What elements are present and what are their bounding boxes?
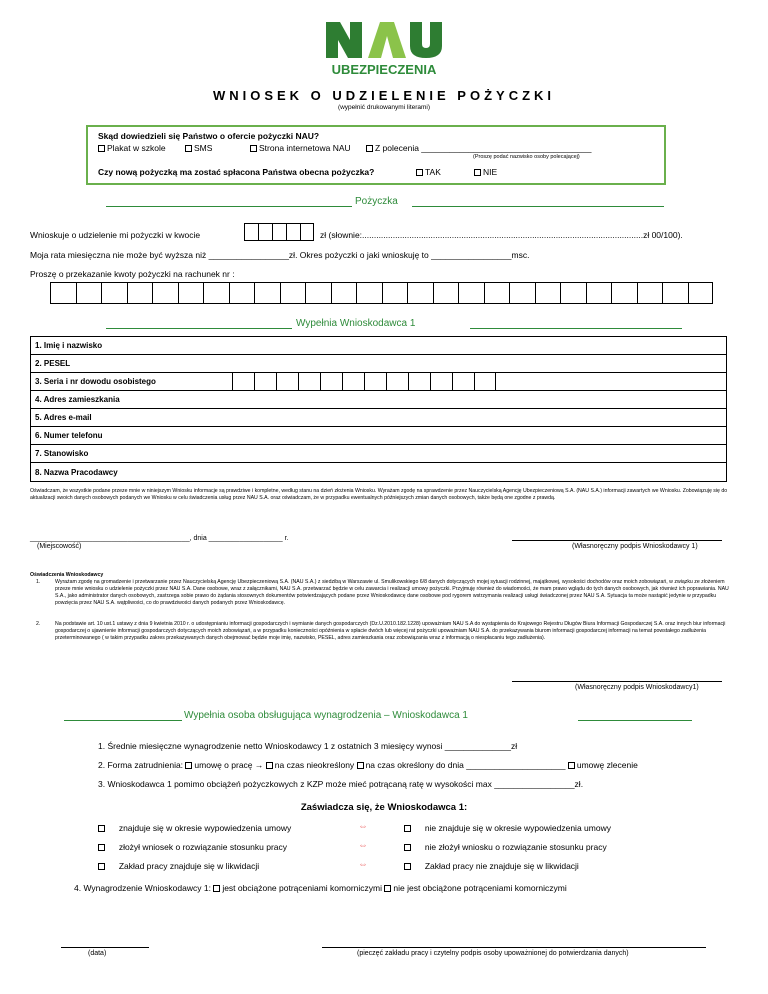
source-option-website[interactable]: Strona internetowa NAU	[250, 143, 351, 153]
checkbox[interactable]	[98, 825, 105, 832]
signature-label-2: (Własnoręczny podpis Wnioskodawcy1)	[575, 684, 699, 691]
arrow-right-icon: →	[254, 760, 264, 770]
checkbox[interactable]	[98, 844, 105, 851]
section-line	[470, 328, 682, 329]
checkbox[interactable]	[213, 885, 220, 892]
certify-left-2[interactable]: złożył wniosek o rozwiązanie stosunku pracy	[98, 842, 287, 852]
section-line	[578, 720, 692, 721]
source-question: Skąd dowiedzieli się Państwo o ofercie pożyczki NAU?	[98, 131, 320, 141]
checkbox[interactable]	[357, 762, 364, 769]
referral-note: (Proszę podać nazwisko osoby polecającej)	[473, 154, 580, 160]
table-row[interactable]: 2. PESEL	[31, 355, 726, 373]
table-row[interactable]: 6. Numer telefonu	[31, 427, 726, 445]
max-deduction-line[interactable]: 3. Wnioskodawca 1 pomimo obciążeń pożyczkowych z KZP może mieć potrącaną ratę w wysokości max _________________zł.	[98, 779, 584, 789]
certify-left-3[interactable]: Zakład pracy znajduje się w likwidacji	[98, 861, 259, 871]
source-option-referral[interactable]: Z polecenia ____________________________________	[366, 143, 592, 153]
section-line	[64, 720, 182, 721]
repay-question: Czy nową pożyczką ma zostać spłacona Państwa obecna pożyczka?	[98, 167, 375, 177]
checkbox[interactable]	[366, 145, 373, 152]
section-line	[412, 206, 664, 207]
rate-period-line[interactable]: Moja rata miesięczna nie może być wyższa niż _________________zł. Okres pożyczki o jaki wnioskuję to _________________msc.	[30, 250, 530, 260]
signature-label-1: (Własnoręczny podpis Wnioskodawcy 1)	[572, 543, 698, 550]
loan-amount-cells[interactable]	[244, 223, 314, 241]
repay-no[interactable]: NIE	[474, 167, 497, 177]
checkbox[interactable]	[250, 145, 257, 152]
applicant-table	[30, 336, 727, 482]
id-number-cells[interactable]	[232, 373, 496, 390]
certify-left-1[interactable]: znajduje się w okresie wypowiedzenia umowy	[98, 823, 291, 833]
table-row[interactable]: 4. Adres zamieszkania	[31, 391, 726, 409]
section-heading-applicant: Wypełnia Wnioskodawca 1	[296, 318, 416, 329]
repay-yes[interactable]: TAK	[416, 167, 441, 177]
place-date-line[interactable]: _________________________________________, dnia ___________________ r.	[30, 535, 289, 542]
section-heading-loan: Pożyczka	[355, 196, 398, 207]
statement-number-1: 1.	[36, 579, 41, 585]
statement-1: Wyrażam zgodę na gromadzenie i przetwarzanie przez Nauczycielską Agencję Ubezpieczeniową S.A. (NAU S.A.) z siedzibą w Warszawie ul. Smulikowskiego 6/8 danych dotyczących mojej sytuacji rodzinnej, majątkowej, wysokości dochodów oraz moich zobowiązań, w związku ze złożeniem przeze mnie wniosku o udzielenie pożyczki przez NAU S.A. Dane osobowe, wraz z załącznikami, NAU S.A. przetwarzać będzie w celu zawarcia i realizacji umowy pożyczki. Przyjmuję również do wiadomości, że mam prawo wglądu do tych danych osobowych, jak również ich poprawiania. NAU S.A., jako administrator danych osobowych, zastrzega sobie prawo do żądania stosownych dokumentów potwierdzających podane przez Wnioskodawcę dane osobowe pod rygorem wstrzymania realizacji usługi świadczonej przez NAU S.A. Sytuacja ta może nastąpić jedynie w przypadku powzięcia przez NAU S.A. wątpliwości, co do prawdziwości danych podanych przez Wnioskodawcę.	[55, 579, 729, 606]
signature-line[interactable]	[512, 681, 722, 682]
source-option-poster[interactable]: Plakat w szkole	[98, 143, 166, 153]
certify-right-2[interactable]: nie złożył wniosku o rozwiązanie stosunku pracy	[404, 842, 607, 852]
bailiff-line[interactable]: 4. Wynagrodzenie Wnioskodawcy 1: jest obciążone potrąceniami komorniczymi nie jest obciążone potrąceniami komorniczymi	[74, 883, 567, 893]
loan-amount-label: Wnioskuje o udzielenie mi pożyczki w kwocie	[30, 230, 201, 240]
form-subtitle: (wypełnić drukowanymi literami)	[337, 104, 431, 111]
table-row[interactable]: 7. Stanowisko	[31, 445, 726, 463]
table-row[interactable]: 1. Imię i nazwisko	[31, 337, 726, 355]
account-label: Proszę o przekazanie kwoty pożyczki na rachunek nr :	[30, 269, 235, 279]
table-row[interactable]: 5. Adres e-mail	[31, 409, 726, 427]
checkbox[interactable]	[185, 145, 192, 152]
certify-title: Zaświadcza się, że Wnioskodawca 1:	[300, 802, 468, 813]
section-line	[106, 328, 292, 329]
checkbox[interactable]	[384, 885, 391, 892]
checkbox[interactable]	[404, 844, 411, 851]
declaration-text: Oświadczam, że wszystkie podane przeze mnie w niniejszym Wniosku informacje są prawdziwe i kompletne, według stanu na dzień złożenia Wniosku. Wyrażam zgodę na sprawdzenie przez Nauczycielską Agencję Ubezpieczeniową S.A. (NAU S.A.) informacji zawartych we Wniosku. Zobowiązuję się do aktualizacji swoich danych osobowych podanych we Wniosku w celu świadczenia usług przez NAU S.A. oraz oświadczam, że w przypadku ewentualnych późniejszych zmian danych osobowych, także będą one zgodne z prawdą.	[30, 488, 728, 501]
statements-title: Oświadczenia Wnioskodawcy	[30, 572, 104, 578]
checkbox[interactable]	[404, 825, 411, 832]
logo-text: UBEZPIECZENIA	[331, 62, 437, 77]
section-heading-employer: Wypełnia osoba obsługująca wynagrodzenia – Wnioskodawca 1	[184, 710, 468, 721]
statement-2: Na podstawie art. 10 ust.1 ustawy z dnia 9 kwietnia 2010 r. o udostępnianiu informacji gospodarczych i wymianie danych gospodarczych (Dz.U.2010.182.1228) upoważniam NAU S.A do wystąpienia do Krajowego Rejestru Długów Biura Informacji Gospodarczej S.A. oraz innych biur informacji gospodarczej o ujawnienie informacji gospodarczych dotyczących moich zobowiązań, a w przypadku konieczności opóźnienia w spłacie dwóch lub więcej rat pożyczki upoważniam NAU S.A. do przekazywania biurom informacji gospodarczej informacji na temat powstałego zadłużenia przeterminowanego ( w takim przypadku zakres przekazywanych danych obejmować będzie moje imię, nazwisko, PESEL, adres zamieszkania oraz zobowiązania wraz z informacją o niespłacaniu tego zadłużenia).	[55, 621, 726, 641]
loan-amount-words[interactable]: zł (słownie:.......................................................................................................................zł 00/100).	[320, 230, 683, 240]
table-row[interactable]: 3. Seria i nr dowodu osobistego	[31, 373, 726, 391]
statement-number-2: 2.	[36, 621, 41, 627]
section-line	[106, 206, 352, 207]
checkbox[interactable]	[98, 863, 105, 870]
signature-line[interactable]	[512, 540, 722, 541]
salary-line[interactable]: 1. Średnie miesięczne wynagrodzenie netto Wnioskodawcy 1 z ostatnich 3 miesięcy wynosi ______________zł	[98, 741, 518, 751]
certify-right-3[interactable]: Zakład pracy nie znajduje się w likwidacji	[404, 861, 579, 871]
double-arrow-icon: ⇔	[358, 859, 368, 870]
checkbox[interactable]	[474, 169, 481, 176]
date-line[interactable]	[61, 947, 149, 948]
source-option-sms[interactable]: SMS	[185, 143, 212, 153]
employment-form-line[interactable]: 2. Forma zatrudnienia: umowę o pracę → na czas nieokreślony na czas określony do dnia _____________________ umowę zlecenie	[98, 760, 638, 770]
table-row[interactable]: 8. Nazwa Pracodawcy	[35, 467, 118, 477]
form-title: WNIOSEK O UDZIELENIE POŻYCZKI	[212, 88, 556, 103]
checkbox[interactable]	[266, 762, 273, 769]
checkbox[interactable]	[416, 169, 423, 176]
double-arrow-icon: ⇔	[358, 821, 368, 832]
stamp-label: (pieczęć zakładu pracy i czytelny podpis osoby upoważnionej do potwierdzania danych)	[357, 950, 629, 957]
checkbox[interactable]	[98, 145, 105, 152]
double-arrow-icon: ⇔	[358, 840, 368, 851]
checkbox[interactable]	[185, 762, 192, 769]
date-label: (data)	[88, 950, 107, 957]
stamp-line[interactable]	[322, 947, 706, 948]
place-label: (Miejscowość)	[37, 543, 82, 550]
certify-right-1[interactable]: nie znajduje się w okresie wypowiedzenia umowy	[404, 823, 611, 833]
checkbox[interactable]	[404, 863, 411, 870]
account-number-cells[interactable]	[50, 282, 713, 304]
checkbox[interactable]	[568, 762, 575, 769]
